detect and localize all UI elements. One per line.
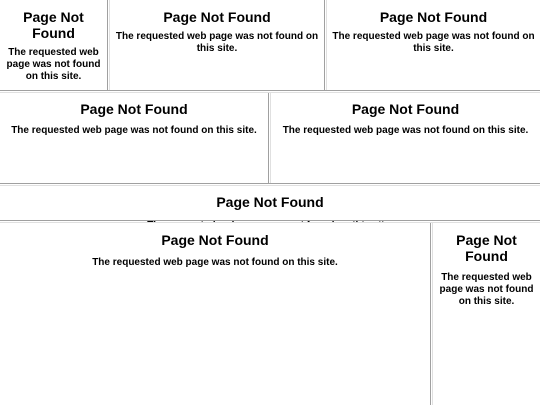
page-title: Page Not Found bbox=[80, 101, 188, 117]
frame-divider[interactable] bbox=[268, 93, 269, 183]
page-title: Page Not Found bbox=[161, 232, 269, 248]
error-message: The requested web page was not found on this site. bbox=[282, 125, 529, 136]
error-message: The requested web page was not found on this site. bbox=[92, 257, 338, 268]
error-message: The requested web page was not found on this site. bbox=[439, 272, 534, 307]
frame-middle-left bbox=[0, 93, 268, 183]
frame-bottom-side bbox=[433, 223, 540, 405]
frame-divider[interactable] bbox=[430, 223, 431, 405]
frame-top-center bbox=[110, 0, 324, 90]
frame-divider[interactable] bbox=[107, 0, 108, 90]
page-title: Page Not Found bbox=[351, 101, 460, 117]
page-title: Page Not Found bbox=[163, 9, 271, 25]
frame-bottom-main bbox=[0, 223, 430, 405]
page-title: Page Not Found bbox=[456, 232, 517, 264]
error-message: The requested web page was not found on this site. bbox=[332, 31, 535, 54]
error-message: The requested web page was not found on this site. bbox=[11, 125, 257, 136]
frame-divider[interactable] bbox=[0, 220, 540, 221]
frame-divider[interactable] bbox=[324, 0, 325, 90]
frame-divider[interactable] bbox=[0, 90, 540, 91]
error-message: The requested web page was not found on this site. bbox=[6, 47, 101, 82]
frame-top-left bbox=[0, 0, 107, 90]
page-title: Page Not Found bbox=[379, 9, 488, 25]
page-title: Page Not Found bbox=[23, 9, 84, 41]
frame-banner bbox=[0, 186, 540, 220]
error-message: The requested web page was not found on this site. bbox=[115, 31, 319, 54]
page-title: Page Not Found bbox=[216, 194, 324, 210]
frame-divider[interactable] bbox=[0, 183, 540, 184]
frame-middle-right bbox=[271, 93, 540, 183]
frame-top-right bbox=[327, 0, 540, 90]
